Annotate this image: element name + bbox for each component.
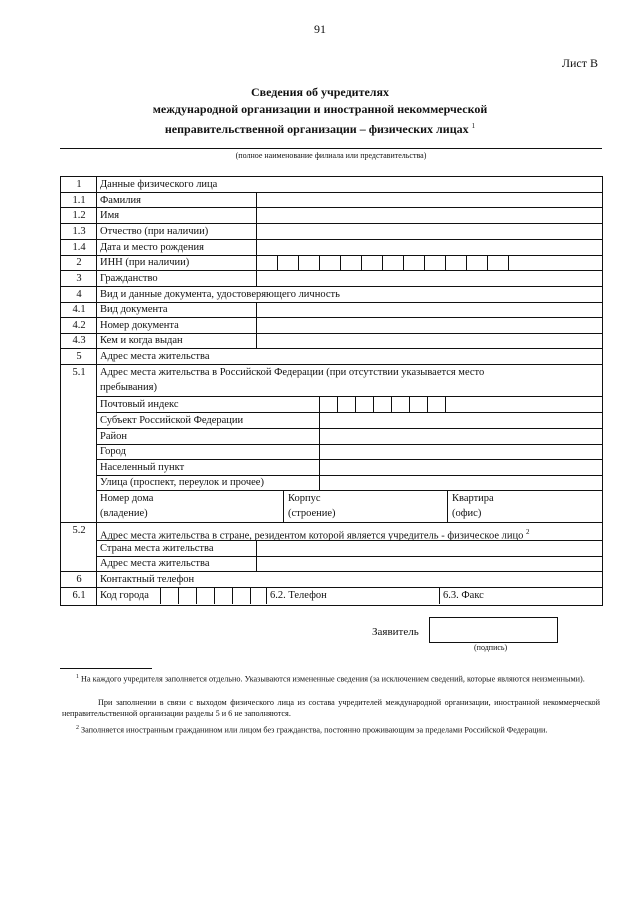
- postal-digit-box: [391, 396, 392, 412]
- russian-address-label-line-2: пребывания): [100, 382, 157, 393]
- row-divider: [96, 444, 602, 445]
- city-code-digit-box: [214, 587, 215, 604]
- inn-digit-box: [340, 255, 341, 270]
- sheet-label: Лист В: [561, 56, 598, 70]
- row-divider: [60, 317, 602, 318]
- postal-index-label: Почтовый индекс: [100, 399, 179, 410]
- row-number: 3: [76, 273, 82, 284]
- inn-digit-box: [256, 255, 257, 270]
- foreign-address-footnote-mark: 2: [525, 528, 530, 536]
- row-divider: [60, 286, 602, 287]
- settlement-label: Населенный пункт: [100, 462, 185, 473]
- applicant-label: Заявитель: [372, 626, 419, 638]
- apartment-label-line-1: Квартира: [452, 493, 494, 504]
- row-number: 2: [76, 257, 82, 268]
- id-document-section-label: Вид и данные документа, удостоверяющего личность: [100, 289, 340, 300]
- city-code-digit-box: [178, 587, 179, 604]
- document-issued-label: Кем и когда выдан: [100, 335, 183, 346]
- fax-label: 6.3. Факс: [443, 590, 484, 601]
- value-column-divider: [447, 490, 448, 522]
- district-label: Район: [100, 431, 127, 442]
- patronymic-label: Отчество (при наличии): [100, 226, 209, 237]
- inn-label: ИНН (при наличии): [100, 257, 190, 268]
- residence-country-label: Страна места жительства: [100, 543, 214, 554]
- postal-digit-box: [427, 396, 428, 412]
- apartment-label-line-2: (офис): [452, 508, 482, 519]
- row-number: 6: [76, 574, 82, 585]
- row-divider: [60, 223, 602, 224]
- phone-label: 6.2. Телефон: [270, 590, 327, 601]
- value-column-divider: [256, 302, 257, 348]
- inn-digit-box: [403, 255, 404, 270]
- building-label-line-2: (строение): [288, 508, 336, 519]
- house-number-label-line-1: Номер дома: [100, 493, 154, 504]
- phone-row-divider: [439, 587, 440, 604]
- row-divider: [60, 348, 602, 349]
- first-name-label: Имя: [100, 210, 120, 221]
- inn-digit-box: [424, 255, 425, 270]
- row-number: 4: [76, 289, 82, 300]
- row-divider: [60, 270, 602, 271]
- value-column-divider: [283, 490, 284, 522]
- row-divider: [60, 587, 602, 588]
- document-type-label: Вид документа: [100, 304, 168, 315]
- footnote-1-extra: При заполнении в связи с выходом физического лица из состава учредителей международной организации, иностранной некоммерческой неправительственной организации разделы 5 и 6 не заполняются.: [62, 698, 600, 718]
- row-divider: [60, 522, 602, 523]
- inn-digit-box: [277, 255, 278, 270]
- row-number: 1.4: [72, 242, 86, 253]
- inn-digit-box: [382, 255, 383, 270]
- document-number-label: Номер документа: [100, 320, 179, 331]
- row-number: 4.2: [72, 320, 86, 331]
- row-divider: [96, 412, 602, 413]
- row-divider: [60, 192, 602, 193]
- value-column-divider: [256, 270, 257, 286]
- section-personal-data-label: Данные физического лица: [100, 179, 218, 190]
- foreign-address-section-label: [100, 526, 529, 543]
- row-number: 5: [76, 351, 82, 362]
- surname-label: Фамилия: [100, 195, 141, 206]
- footnote-separator: [60, 668, 152, 669]
- row-number: 1.1: [72, 195, 86, 206]
- row-divider: [96, 459, 602, 460]
- inn-digit-box: [487, 255, 488, 270]
- inn-digit-box: [298, 255, 299, 270]
- footnote-2-mark: 2: [76, 725, 79, 731]
- inn-digit-box: [445, 255, 446, 270]
- title-footnote-mark: 1: [471, 122, 476, 130]
- contact-phone-section-label: Контактный телефон: [100, 574, 195, 585]
- row-divider: [60, 571, 602, 572]
- value-column-divider: [256, 540, 257, 571]
- birth-date-place-label: Дата и место рождения: [100, 242, 204, 253]
- inn-digit-box: [319, 255, 320, 270]
- form-title-line-3-text: неправительственной организации – физических лицах: [164, 122, 469, 136]
- foreign-residence-address-label: Адрес места жительства: [100, 558, 210, 569]
- inn-digit-box: [361, 255, 362, 270]
- phone-row-divider: [160, 587, 161, 604]
- row-number: 4.3: [72, 335, 86, 346]
- city-label: Город: [100, 446, 126, 457]
- row-number: 1.3: [72, 226, 86, 237]
- row-number: 1: [76, 179, 82, 190]
- row-divider: [96, 396, 602, 397]
- city-code-digit-box: [196, 587, 197, 604]
- row-number: 5.1: [72, 367, 86, 378]
- row-divider: [96, 490, 602, 491]
- branch-name-caption: (полное наименование филиала или представительства): [235, 151, 427, 160]
- city-code-digit-box: [232, 587, 233, 604]
- footnote-1-mark: 1: [76, 674, 79, 680]
- postal-digit-box: [373, 396, 374, 412]
- footnote-1: [62, 672, 600, 685]
- russian-address-label-line-1: Адрес места жительства в Российской Федерации (при отсутствии указывается место: [100, 367, 485, 378]
- federal-subject-label: Субъект Российской Федерации: [100, 415, 244, 426]
- foreign-address-section-text: Адрес места жительства в стране, резидентом которой является учредитель - физическое лицо: [100, 530, 524, 542]
- branch-name-line: [60, 148, 602, 149]
- postal-digit-box: [445, 396, 446, 412]
- residence-address-section-label: Адрес места жительства: [100, 351, 210, 362]
- phone-row-divider: [266, 587, 267, 604]
- inn-digit-box: [466, 255, 467, 270]
- street-label: Улица (проспект, переулок и прочее): [100, 477, 264, 488]
- postal-digit-box: [409, 396, 410, 412]
- row-divider: [60, 207, 602, 208]
- row-number: 4.1: [72, 304, 86, 315]
- row-divider: [60, 239, 602, 240]
- inn-digit-box: [508, 255, 509, 270]
- postal-digit-box: [337, 396, 338, 412]
- city-code-digit-box: [250, 587, 251, 604]
- footnote-2-text: Заполняется иностранным гражданином или лицом без гражданства, постоянно проживающим за пределами Российской Федерации.: [81, 725, 548, 735]
- value-column-divider: [319, 396, 320, 490]
- house-number-label-line-2: (владение): [100, 508, 148, 519]
- row-number: 6.1: [72, 590, 86, 601]
- value-column-divider: [256, 192, 257, 255]
- building-label-line-1: Корпус: [288, 493, 321, 504]
- signature-caption: (подпись): [474, 643, 508, 652]
- row-number: 5.2: [72, 525, 86, 536]
- footnote-1-text: На каждого учредителя заполняется отдельно. Указываются измененные сведения (за исключением сведений, которые являются неизменными).: [81, 674, 585, 684]
- row-divider: [96, 428, 602, 429]
- form-title-line-2: международной организации и иностранной некоммерческой: [152, 102, 488, 116]
- signature-field[interactable]: [429, 617, 558, 643]
- postal-digit-box: [355, 396, 356, 412]
- form-title-line-1: Сведения об учредителях: [250, 85, 390, 99]
- city-code-label: Код города: [100, 590, 149, 601]
- row-divider: [60, 364, 602, 365]
- form-title-line-3: [0, 119, 640, 136]
- row-number: 1.2: [72, 210, 86, 221]
- citizenship-label: Гражданство: [100, 273, 158, 284]
- page-number: 91: [314, 22, 326, 36]
- footnote-2: [62, 723, 600, 736]
